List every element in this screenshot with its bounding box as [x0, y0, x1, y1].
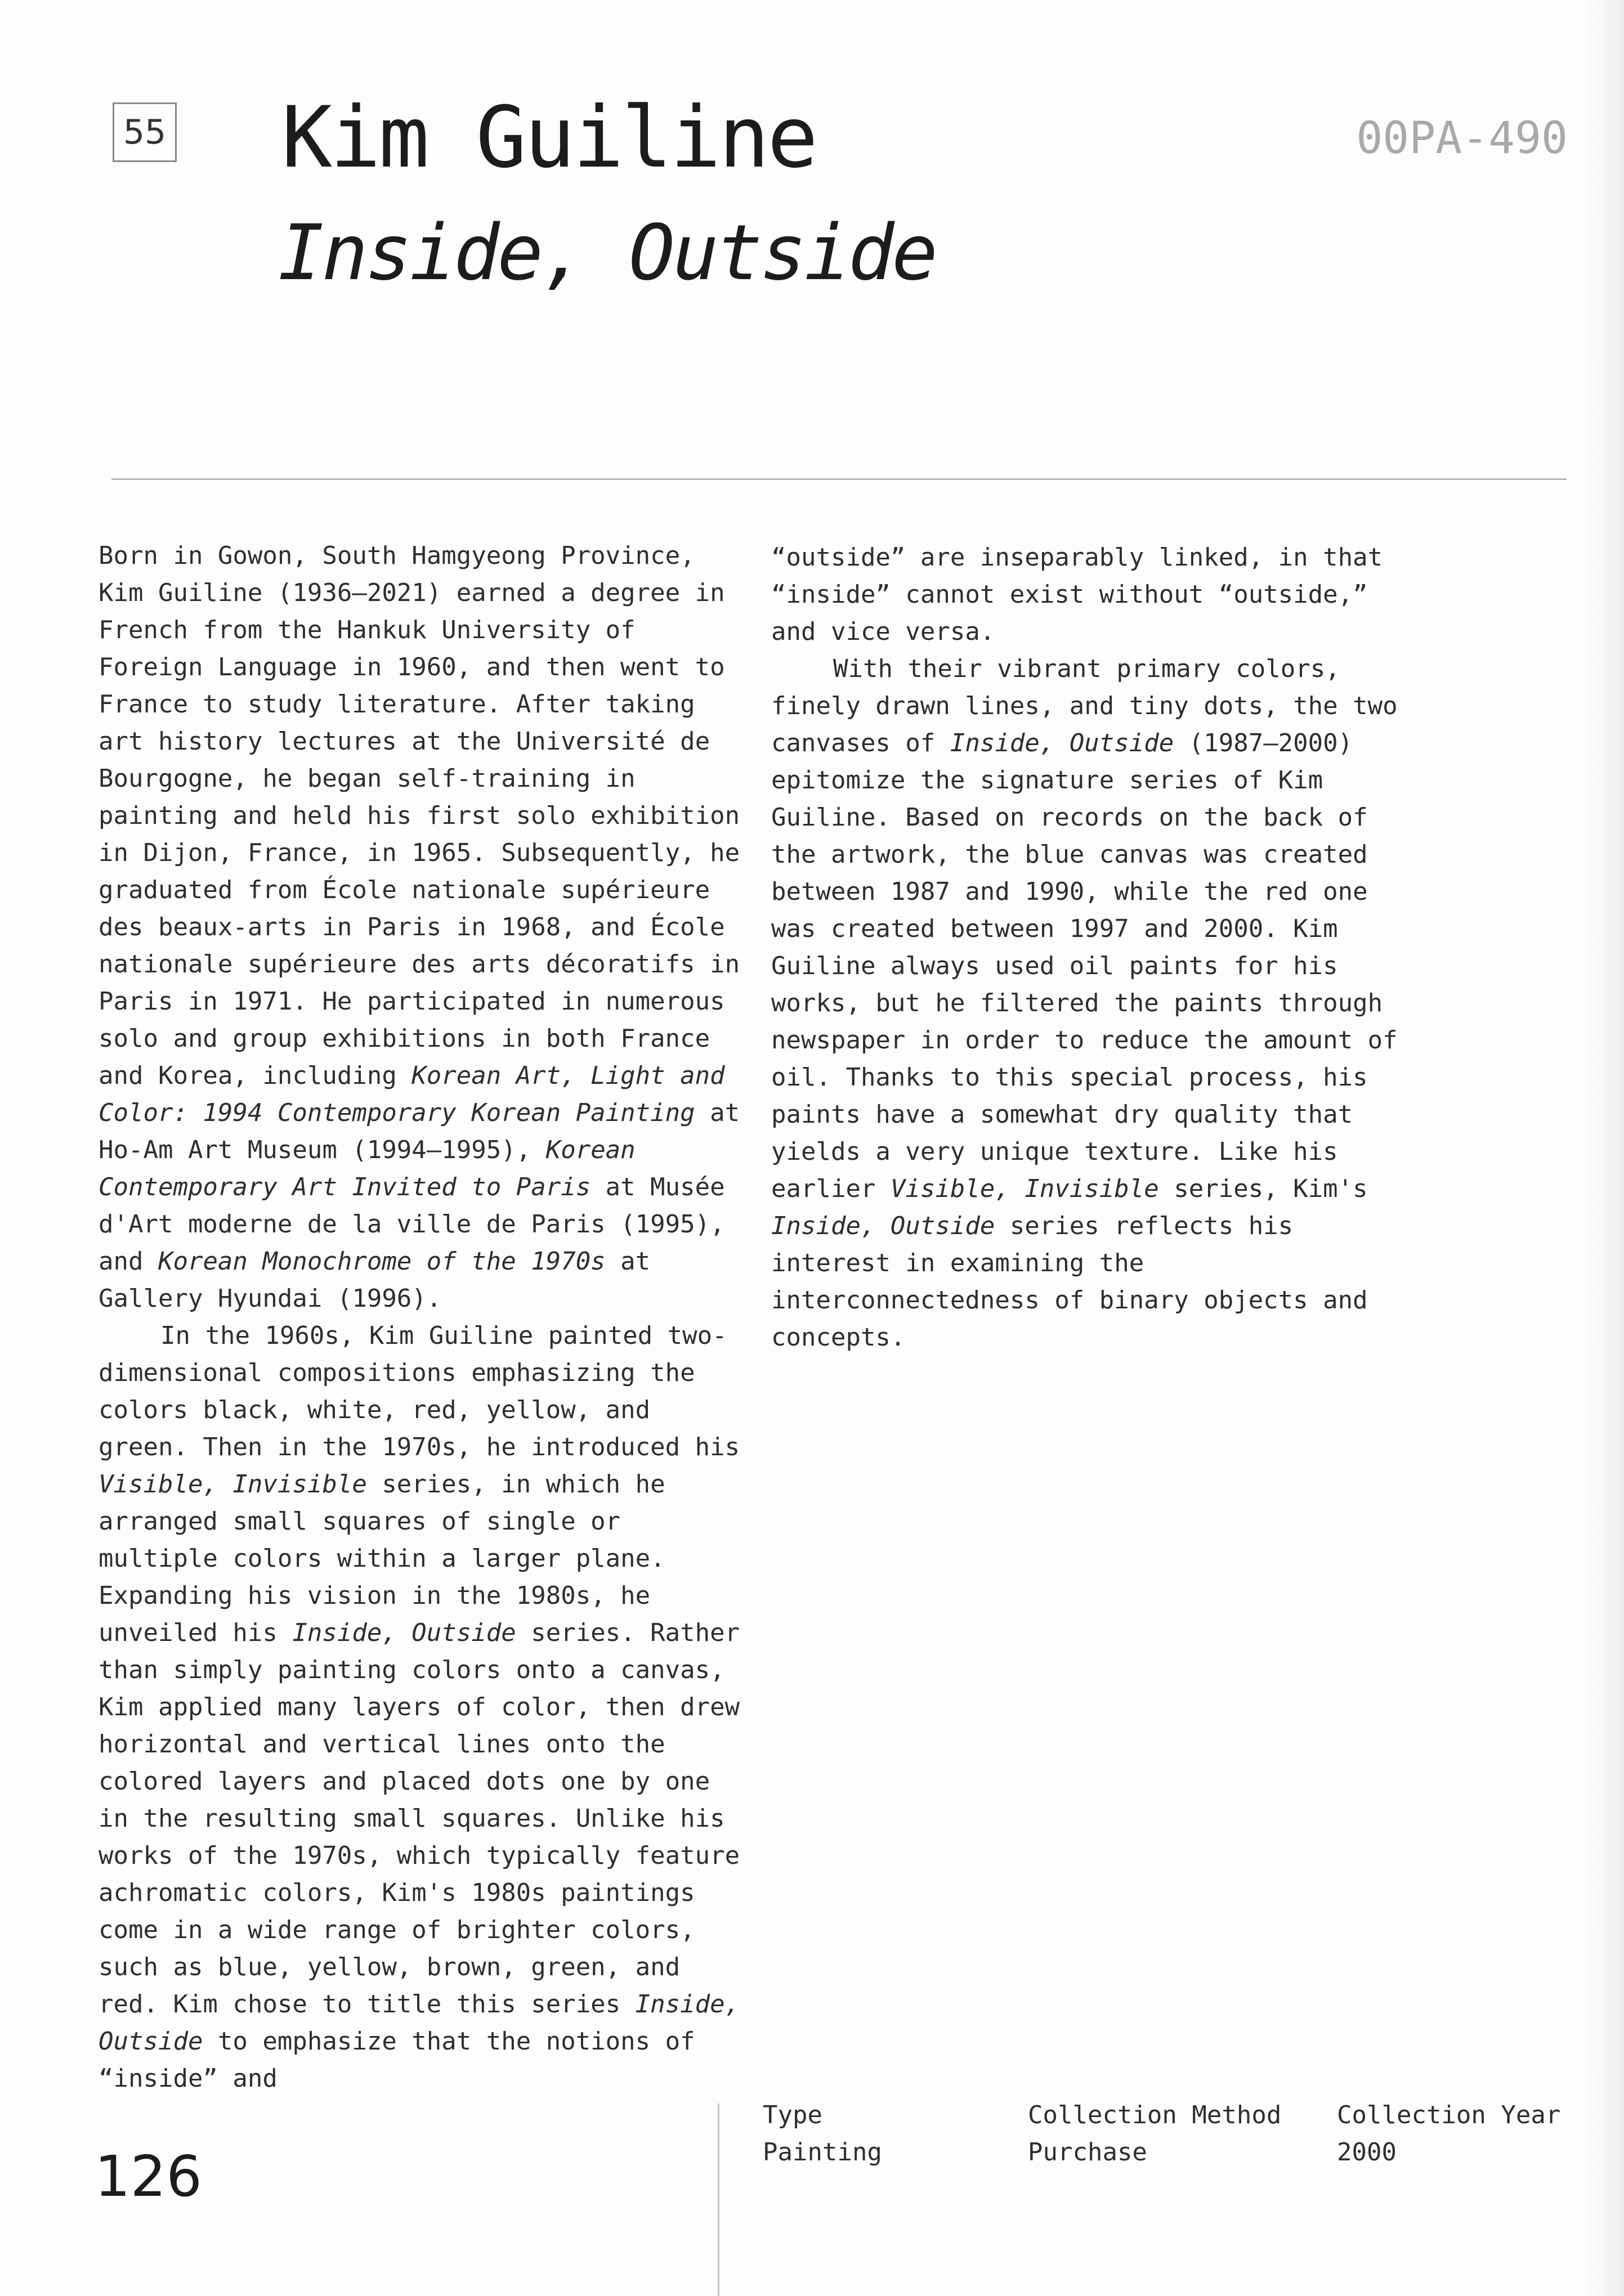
italic-title-text: Inside, Outside	[771, 1212, 995, 1240]
italic-title-text: Inside, Outside	[292, 1618, 516, 1647]
paragraph-text: series, Kim's	[1158, 1174, 1368, 1203]
italic-title-text: Inside, Outside	[99, 1990, 740, 2056]
artwork-title: Inside, Outside	[278, 209, 936, 298]
header-divider	[111, 478, 1567, 480]
italic-title-text: Korean Monochrome of the 1970s	[158, 1247, 606, 1276]
italic-title-text: Inside, Outside	[950, 729, 1174, 757]
paragraph-text: series, in which he arranged small squares of single or multiple colors within a larger plane. Expanding his vision in the 1980s, he unveiled his	[99, 1470, 665, 1647]
paragraph-text: to emphasize that the notions of “inside” and	[99, 2027, 695, 2093]
paragraph-text: series reflects his interest in examining the interconnectedness of binary objects and concepts.	[771, 1212, 1368, 1352]
paragraph-text: (1987–2000) epitomize the signature series of Kim Guiline. Based on records on the back of the artwork, the blue canvas was created between 1987 and 1990, while the red one was created between 1997 and 2000. Kim Guiline always used oil paints for his works, but he filtered the paints through newspaper in order to reduce the amount of oil. Thanks to this special process, his paints have a somewhat dry quality that yields a very unique texture. Like his earlier	[771, 729, 1398, 1203]
artist-name: Kim Guiline	[281, 89, 816, 187]
body-paragraph	[99, 1317, 746, 2097]
italic-title-text: Visible, Invisible	[99, 1470, 367, 1499]
accession-number: 00PA-490	[1356, 113, 1568, 164]
paragraph-text: Born in Gowon, South Hamgyeong Province, Kim Guiline (1936–2021) earned a degree in French from the Hankuk University of Foreign Language in 1960, and then went to France to study literature. After taking art history lectures at the Université de Bourgogne, he began self-training in painting and held his first solo exhibition in Dijon, France, in 1965. Subsequently, he graduated from École nationale supérieure des beaux-arts in Paris in 1968, and École nationale supérieure des arts décoratifs in Paris in 1971. He participated in numerous solo and group exhibitions in both France and Korea, including	[99, 541, 740, 1090]
body-paragraph	[771, 539, 1419, 651]
meta-collection-method	[1028, 2097, 1281, 2171]
footer-divider	[718, 2104, 719, 2296]
right-text-column	[771, 539, 1419, 1356]
meta-type-value: Painting	[763, 2138, 882, 2167]
paragraph-text: With their vibrant primary colors, finely drawn lines, and tiny dots, the two canvases of	[771, 654, 1398, 757]
entry-number-badge: 55	[113, 102, 177, 162]
paragraph-text: at Gallery Hyundai (1996).	[99, 1247, 651, 1313]
paragraph-text: “outside” are inseparably linked, in that “inside” cannot exist without “outside,” and vice versa.	[771, 543, 1383, 646]
paragraph-text: at Musée d'Art moderne de la ville de Paris (1995), and	[99, 1173, 725, 1276]
paragraph-text: series. Rather than simply painting colors onto a canvas, Kim applied many layers of color, then drew horizontal and vertical lines onto the colored layers and placed dots one by one in the resulting small squares. Unlike his works of the 1970s, which typically feature achromatic colors, Kim's 1980s paintings come in a wide range of brighter colors, such as blue, yellow, brown, green, and red. Kim chose to title this series	[99, 1618, 740, 2019]
meta-type	[763, 2097, 882, 2171]
page-number: 126	[95, 2143, 202, 2209]
body-paragraph	[99, 537, 746, 1317]
meta-collection-year	[1337, 2097, 1560, 2171]
left-text-column	[99, 537, 746, 2097]
italic-title-text: Visible, Invisible	[890, 1174, 1159, 1203]
paragraph-text: at Ho-Am Art Museum (1994–1995),	[99, 1098, 740, 1164]
meta-year-label: Collection Year	[1337, 2101, 1561, 2129]
italic-title-text: Korean Contemporary Art Invited to Paris	[99, 1136, 636, 1201]
italic-title-text: Korean Art, Light and Color: 1994 Contemporary Korean Painting	[99, 1061, 725, 1127]
page-edge-shadow	[1585, 0, 1624, 2296]
paragraph-text: In the 1960s, Kim Guiline painted two-dimensional compositions emphasizing the colors black, white, red, yellow, and green. Then in the 1970s, he introduced his	[99, 1321, 740, 1461]
meta-method-label: Collection Method	[1028, 2101, 1282, 2129]
meta-method-value: Purchase	[1028, 2138, 1147, 2167]
body-paragraph	[771, 651, 1419, 1356]
meta-year-value: 2000	[1337, 2138, 1397, 2167]
meta-type-label: Type	[763, 2101, 822, 2129]
